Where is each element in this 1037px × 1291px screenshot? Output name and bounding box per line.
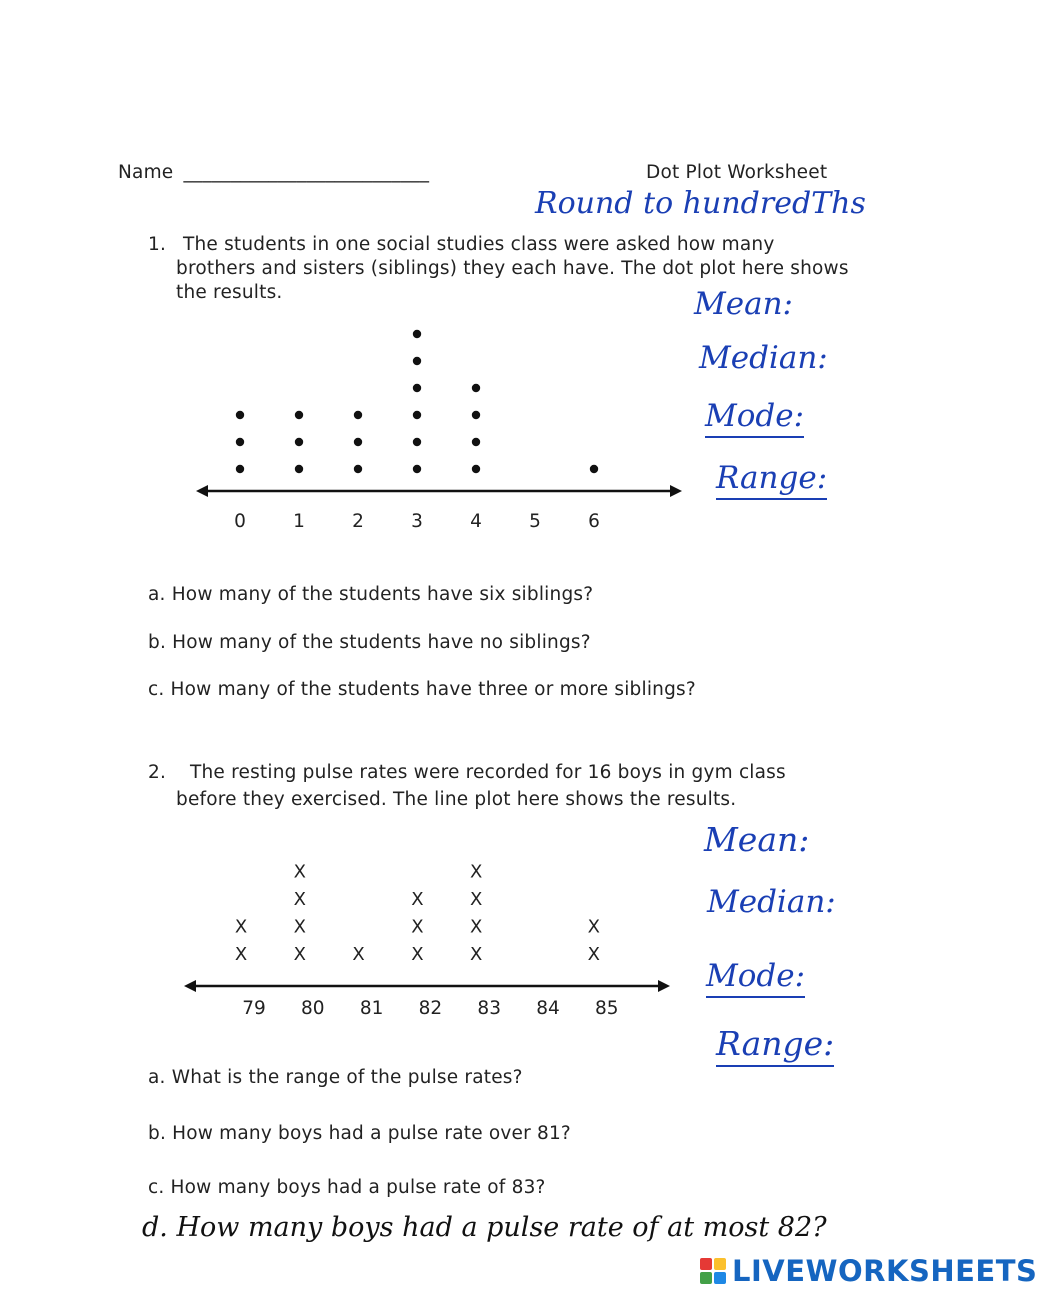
pulse-x-mark: X [352,944,365,965]
siblings-dot [354,438,362,446]
pulse-x-mark: X [293,916,306,938]
siblings-dot [295,411,303,419]
q2-range-label: Range: [716,1024,834,1067]
siblings-tick-label: 3 [411,511,423,532]
q1-prompt-line2: brothers and sisters (siblings) they each have. The dot plot here shows [176,258,849,279]
pulse-x-mark: X [411,916,424,938]
siblings-dot [354,411,362,419]
pulse-tick-label: 79 [242,998,266,1019]
q2-part-a: a. What is the range of the pulse rates? [148,1067,523,1088]
siblings-dot [472,384,480,392]
q1-part-a: a. How many of the students have six siblings? [148,584,594,605]
q2-part-d: d. How many boys had a pulse rate of at most 82? [142,1212,827,1243]
pulse-x-mark: X [293,861,306,883]
pulse-x-mark: X [470,916,483,938]
pulse-axis [184,980,670,992]
siblings-axis [196,485,682,497]
siblings-dot [236,411,244,419]
q2-mode-label: Mode: [706,958,805,998]
siblings-dot [413,411,421,419]
q1-prompt-line3: the results. [176,282,283,303]
pulse-tick-label: 85 [595,998,619,1019]
q1-median-label: Median: [699,340,828,376]
pulse-tick-label: 83 [477,998,501,1019]
q2-median-label: Median: [707,884,836,920]
q1-mode-label: Mode: [705,398,804,438]
siblings-dot [295,465,303,473]
pulse-x-mark: X [293,889,306,910]
siblings-dot [472,411,480,419]
siblings-dot [413,357,421,365]
siblings-dot [472,465,480,473]
siblings-tick-label: 1 [293,511,305,532]
siblings-dot [236,465,244,473]
q1-part-b: b. How many of the students have no siblings? [148,632,591,653]
pulse-tick-label: 81 [359,998,384,1019]
q1-prompt-line1: The students in one social studies class were asked how many [183,234,775,255]
q1-part-c: c. How many of the students have three or more siblings? [148,679,696,700]
q2-part-c: c. How many boys had a pulse rate of 83? [148,1177,546,1198]
worksheet-title: Dot Plot Worksheet [646,162,828,183]
siblings-tick-label: 0 [234,511,246,532]
pulse-x-mark: X [293,944,306,965]
pulse-x-mark: X [234,916,248,938]
siblings-tick-label: 6 [588,511,600,532]
pulse-x-mark: X [411,889,424,910]
siblings-dot [413,330,421,338]
siblings-tick-label: 5 [529,511,541,532]
q2-number: 2. [148,762,167,783]
pulse-tick-label: 82 [418,998,443,1019]
q1-range-label: Range: [716,460,827,500]
siblings-dot [236,438,244,446]
pulse-x-mark: X [587,916,600,938]
liveworksheets-logo[interactable] [700,1254,1037,1288]
q2-part-b: b. How many boys had a pulse rate over 81? [148,1123,571,1144]
q1-number: 1. [148,234,167,255]
logo-text: LIVEWORKSHEETS [732,1254,1037,1288]
siblings-dot [413,438,421,446]
siblings-dot [354,465,362,473]
name-label [118,162,429,183]
siblings-tick-label: 4 [470,511,482,532]
q2-prompt-line2: before they exercised. The line plot here shows the results. [176,789,737,810]
name-label-text: Name [118,162,174,183]
q2-prompt-line1: The resting pulse rates were recorded for 16 boys in gym class [190,762,786,783]
pulse-tick-label: 80 [301,998,325,1019]
siblings-dot [413,465,421,473]
siblings-dot [295,438,303,446]
q2-mean-label: Mean: [704,820,810,859]
pulse-x-mark: X [411,944,424,965]
pulse-tick-label: 84 [536,998,560,1019]
q1-mean-label: Mean: [694,286,793,322]
round-note: Round to hundredThs [535,186,866,221]
siblings-dot [472,438,480,446]
name-field[interactable]: __________________________ [183,162,430,183]
siblings-tick-label: 2 [352,511,364,532]
logo-blocks-icon [700,1258,726,1284]
pulse-x-mark: X [470,861,483,883]
pulse-x-mark: X [470,889,483,910]
siblings-dot [413,384,421,392]
pulse-x-mark: X [587,944,600,965]
siblings-dot [590,465,598,473]
pulse-x-mark: X [234,944,248,965]
pulse-x-mark: X [470,944,483,965]
